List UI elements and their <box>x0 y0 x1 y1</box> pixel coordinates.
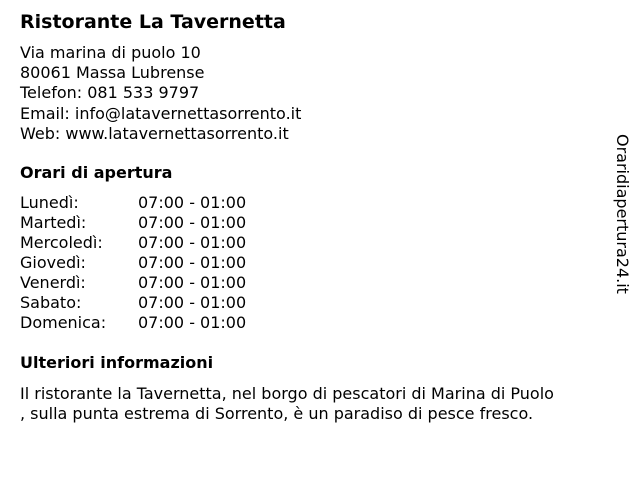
info-line: Il ristorante la Tavernetta, nel borgo di pescatori di Marina di Puolo <box>20 384 554 403</box>
address-city: 80061 Massa Lubrense <box>20 63 205 83</box>
info-line: , sulla punta estrema di Sorrento, è un paradiso di pesce fresco. <box>20 404 534 423</box>
hours-heading: Orari di apertura <box>20 163 173 182</box>
contact-block <box>20 43 301 144</box>
watermark-text: Oraridiapertura24.it <box>613 134 632 294</box>
address-street: Via marina di puolo 10 <box>20 43 201 62</box>
time-range: 07:00 - 01:00 <box>138 213 247 232</box>
watermark <box>612 134 636 310</box>
website: Web: www.latavernettasorrento.it <box>20 123 289 143</box>
day-label: Mercoledì: <box>20 233 103 252</box>
time-range: 07:00 - 01:00 <box>138 273 247 292</box>
time-range: 07:00 - 01:00 <box>138 233 247 252</box>
day-label: Venerdì: <box>20 273 86 292</box>
time-range: 07:00 - 01:00 <box>138 293 247 312</box>
day-label: Domenica: <box>20 313 107 332</box>
time-range: 07:00 - 01:00 <box>138 253 247 272</box>
restaurant-name: Ristorante La Tavernetta <box>20 11 286 33</box>
day-label: Lunedì: <box>20 193 79 212</box>
info-heading: Ulteriori informazioni <box>20 353 214 372</box>
day-label: Giovedì: <box>20 253 86 272</box>
phone-number: Telefon: 081 533 9797 <box>20 83 200 103</box>
info-description <box>20 384 620 424</box>
time-range: 07:00 - 01:00 <box>138 313 247 332</box>
time-range: 07:00 - 01:00 <box>138 193 247 212</box>
day-label: Sabato: <box>20 293 82 312</box>
day-label: Martedì: <box>20 213 87 232</box>
email-address: Email: info@latavernettasorrento.it <box>20 103 302 123</box>
